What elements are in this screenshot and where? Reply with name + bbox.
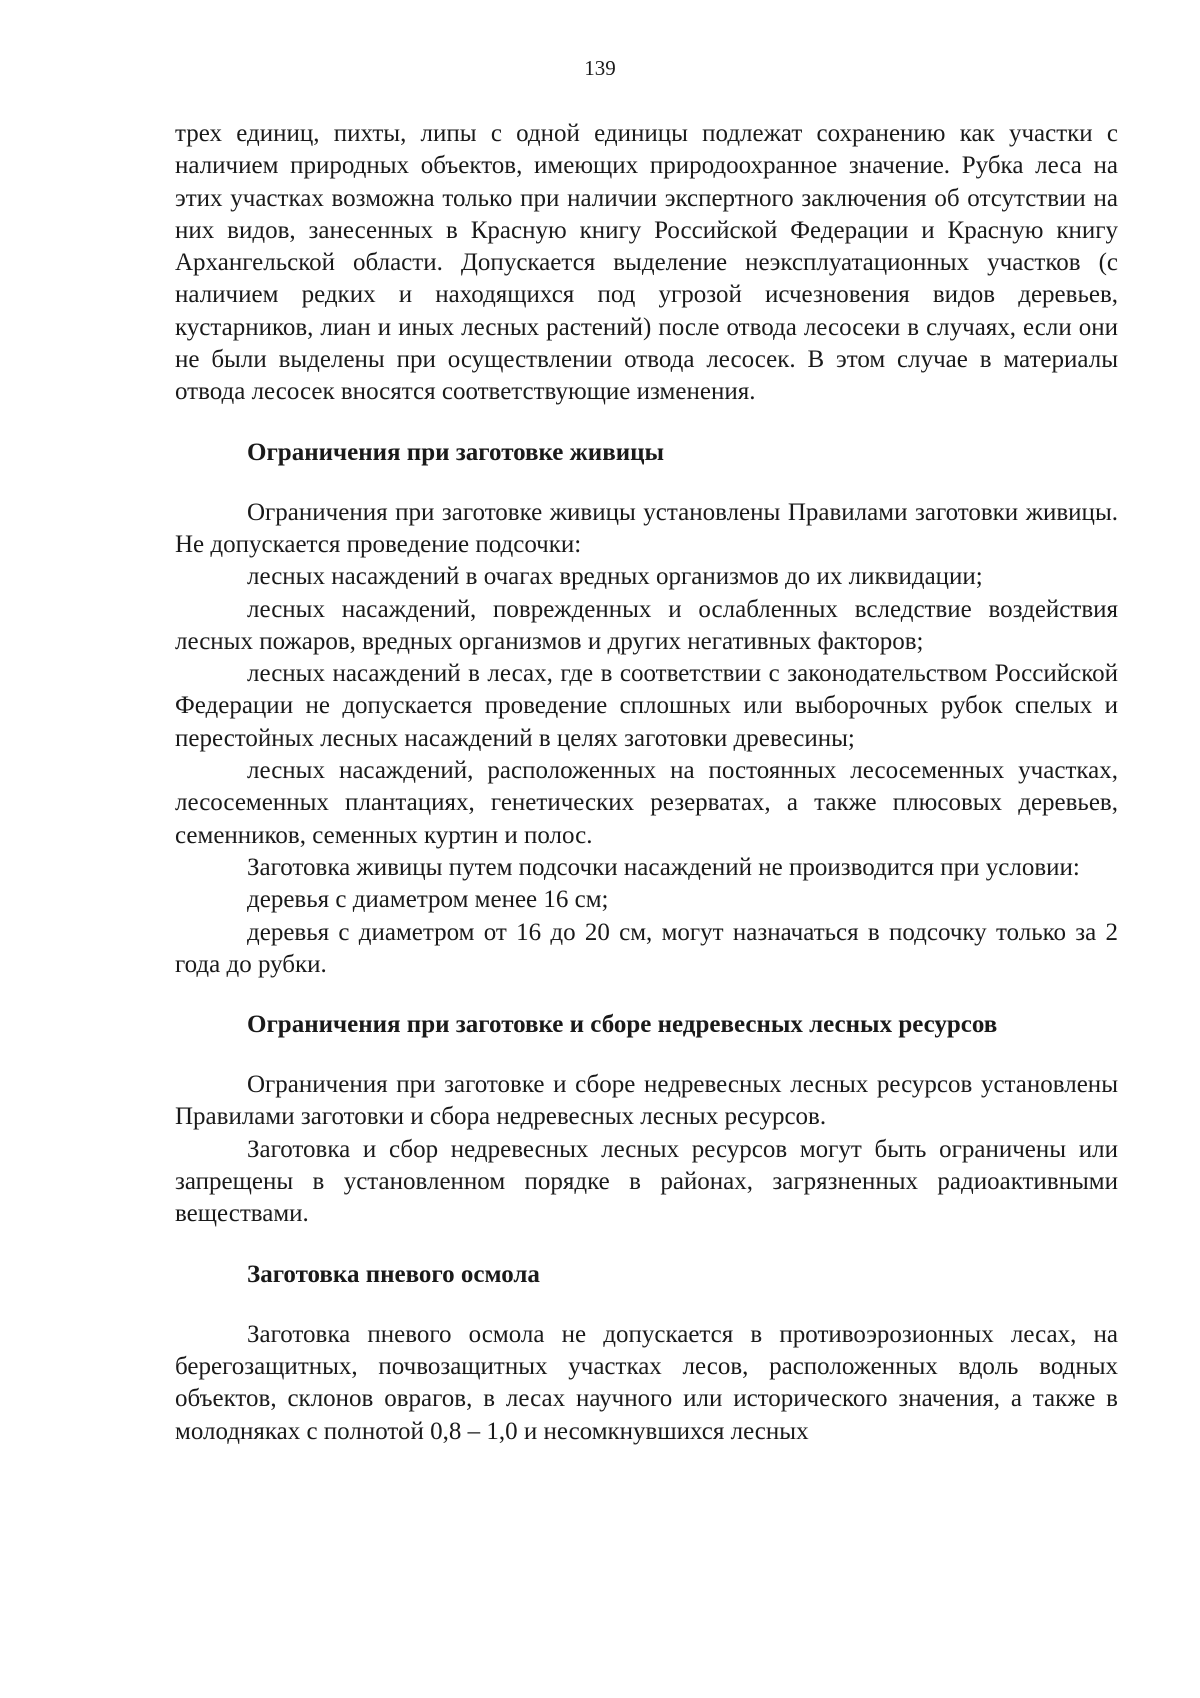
list-item: лесных насаждений, расположенных на постоянных лесосеменных участках, лесосеменных плантациях, генетических резерватах, а также плюсовых деревьев, семенников, семенных куртин и полос. [175, 757, 1118, 849]
paragraph-continuation: трех единиц, пихты, липы с одной единицы подлежат сохранению как участки с наличием природных объектов, имеющих природоохранное значение. Рубка леса на этих участках возможна только при наличии экспертного заключения об отсутствии на них видов, занесенных в Красную книгу Российской Федерации и Красную книгу Архангельской области. Допускается выделение неэксплуатационных участков (с наличием редких и находящихся под угрозой исчезновения видов деревьев, кустарников, лиан и иных лесных растений) после отвода лесосеки в случаях, если они не были выделены при осуществлении отвода лесосек. В этом случае в материалы отвода лесосек вносятся соответствующие изменения. [175, 120, 1118, 406]
list-item: лесных насаждений в лесах, где в соответствии с законодательством Российской Федерации не допускается проведение сплошных или выборочных рубок спелых и перестойных лесных насаждений в целях заготовки древесины; [175, 660, 1118, 752]
section-heading-resin: Ограничения при заготовке живицы [247, 438, 665, 466]
paragraph: Ограничения при заготовке и сборе недревесных лесных ресурсов установлены Правилами заготовки и сбора недревесных лесных ресурсов. [175, 1071, 1118, 1131]
list-item: деревья с диаметром от 16 до 20 см, могут назначаться в подсочку только за 2 года до рубки. [175, 918, 1118, 978]
list-item: лесных насаждений, поврежденных и ослабленных вследствие воздействия лесных пожаров, вредных организмов и других негативных факторов; [175, 595, 1118, 655]
paragraph: Заготовка пневого осмола не допускается в противоэрозионных лесах, на берегозащитных, почвозащитных участках лесов, расположенных вдоль водных объектов, склонов оврагов, в лесах научного или исторического значения, а также в молодняках с полнотой 0,8 – 1,0 и несомкнувшихся лесных [175, 1320, 1118, 1445]
paragraph: Заготовка и сбор недревесных лесных ресурсов могут быть ограничены или запрещены в установленном порядке в районах, загрязненных радиоактивными веществами. [175, 1135, 1118, 1228]
page-number: 139 [584, 56, 616, 80]
section-heading-non-timber: Ограничения при заготовке и сборе недревесных лесных ресурсов [247, 1011, 998, 1039]
section-stump-resin-body [175, 1319, 1118, 1448]
section-resin-body [175, 497, 1118, 981]
section-heading-stump-resin: Заготовка пневого осмола [247, 1260, 540, 1288]
paragraph: Заготовка живицы путем подсочки насаждений не производится при условии: [247, 853, 1080, 881]
document-body [175, 118, 1118, 1448]
section-non-timber-body [175, 1069, 1118, 1230]
list-item: деревья с диаметром менее 16 см; [247, 886, 609, 914]
paragraph: Ограничения при заготовке живицы установлены Правилами заготовки живицы. Не допускается проведение подсочки: [175, 498, 1118, 558]
list-item: лесных насаждений в очагах вредных организмов до их ликвидации; [247, 563, 983, 591]
